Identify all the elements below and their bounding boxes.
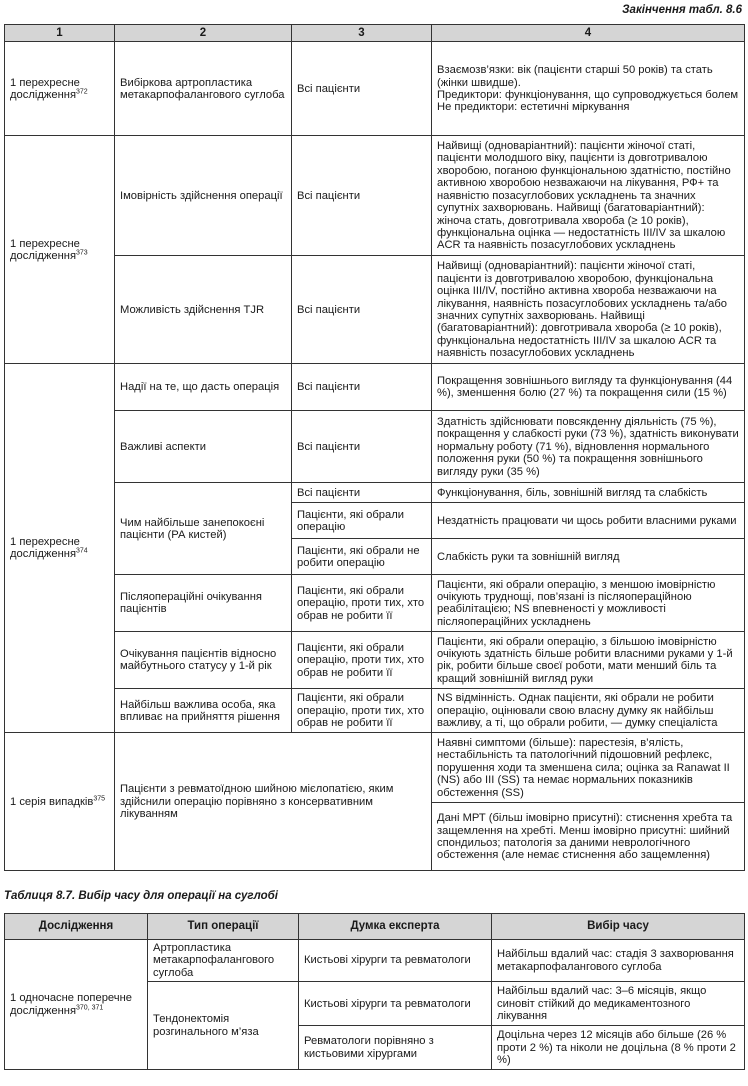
- aspect-cell: Можливість здійснення TJR: [115, 256, 292, 364]
- table-row: [5, 256, 745, 364]
- aspect-cell: Імовірність здійснення операції: [115, 136, 292, 256]
- operation-type-cell: Артропластика метакарпофалангового суглоба: [148, 940, 299, 982]
- aspect-cell: Чим найбільше занепокоєні пацієнти (РА кистей): [115, 483, 292, 575]
- result-cell: Наявні симптоми (більше): парестезія, в’ялість, нестабільність та патологічний підошовний рефлекс, порушення ходи та зменшена сила; оцінка за Ranawat II (NS) або III (SS) та немає нормальних показників обстеження (SS): [432, 733, 745, 803]
- table-caption: Таблиця 8.7. Вибір часу для операції на суглобі: [4, 890, 278, 902]
- study-cell: 1 перехресне дослідження$^{372}$: [5, 42, 115, 136]
- result-cell: Функціонування, біль, зовнішній вигляд та слабкість: [432, 483, 745, 503]
- aspect-cell: Важливі аспекти: [115, 411, 292, 483]
- table-8-6: [4, 24, 745, 871]
- table-8-7: [4, 913, 745, 1070]
- patients-cell: Пацієнти, які обрали операцію: [292, 503, 432, 539]
- result-cell: Нездатність працювати чи щось робити власними руками: [432, 503, 745, 539]
- timing-cell: Найбільш вдалий час: стадія 3 захворювання метакарпофалангового суглоба: [492, 940, 745, 982]
- column-header: 3: [292, 25, 432, 42]
- table-row: [5, 42, 745, 136]
- table-row: [5, 364, 745, 411]
- expert-cell: Кистьові хірурги та ревматологи: [299, 940, 492, 982]
- result-cell: Пацієнти, які обрали операцію, з більшою імовірністю очікують здатність більше робити власними руками у 1-й рік, робити більше своєї роботи, мати менший біль та кращий зовнішній вигляд руки: [432, 632, 745, 689]
- study-cell: 1 серія випадків$^{375}$: [5, 733, 115, 871]
- column-header: Думка експерта: [299, 914, 492, 940]
- patients-cell: Пацієнти, які обрали операцію, проти тих, хто обрав не робити її: [292, 689, 432, 733]
- column-header: Вибір часу: [492, 914, 745, 940]
- result-cell: Найвищі (одноваріантний): пацієнти жіночої статі, пацієнти молодшого віку, пацієнти із довготривалою хворобою, поганою функціональною здатністю, постійно активною хворобою незважаючи на лікування, РФ+ та наявністю позасуглобових ускладнень та значних супутніх захворювань. Найвищі (багатоваріантний): жіноча стать, довготривала хвороба (≥ 10 років), функціональна оцінка — недостатність III/IV за шкалою ACR та наявність позасуглобових ускладнень: [432, 136, 745, 256]
- table-row: [5, 632, 745, 689]
- table-row: [5, 411, 745, 483]
- study-cell: 1 перехресне дослідження$^{373}$: [5, 136, 115, 364]
- aspect-cell: Пацієнти з ревматоїдною шийною мієлопатією, яким здійснили операцію порівняно з консервативним лікуванням: [115, 733, 432, 871]
- study-cell: 1 одночасне поперечне дослідження$^{370, 371}$: [5, 940, 148, 1070]
- table-row: [5, 940, 745, 982]
- operation-type-cell: Тендонектомія розгинального м’яза: [148, 982, 299, 1070]
- patients-cell: Пацієнти, які обрали операцію, проти тих, хто обрав не робити її: [292, 575, 432, 632]
- result-cell: Найвищі (одноваріантний): пацієнти жіночої статі, пацієнти із довготривалою хворобою, функціональна оцінка III/IV, постійно активна хвороба незважаючи на лікування, наявність позасуглобових ускладнень та/або значних супутніх захворювань. Найвищі (багатоваріантний): довготривала хвороба (≥ 10 років), функціональна недостатність III/IV за шкалою ACR та наявність позасуглобових ускладнень: [432, 256, 745, 364]
- patients-cell: Пацієнти, які обрали операцію, проти тих, хто обрав не робити її: [292, 632, 432, 689]
- result-cell: Здатність здійснювати повсякденну діяльність (75 %), покращення у слабкості руки (73 %), здатність виконувати нормальну роботу (71 %), відновлення нормального положення руки (50 %) та покращення зовнішнього вигляду руки (35 %): [432, 411, 745, 483]
- table-header-row: [5, 914, 745, 940]
- patients-cell: Всі пацієнти: [292, 136, 432, 256]
- patients-cell: Всі пацієнти: [292, 364, 432, 411]
- timing-cell: Найбільш вдалий час: 3–6 місяців, якщо синовіт стійкий до медикаментозного лікування: [492, 982, 745, 1026]
- study-cell: 1 перехресне дослідження$^{374}$: [5, 364, 115, 733]
- patients-cell: Всі пацієнти: [292, 42, 432, 136]
- aspect-cell: Очікування пацієнтів відносно майбутнього статусу у 1-й рік: [115, 632, 292, 689]
- column-header: 2: [115, 25, 292, 42]
- column-header: 4: [432, 25, 745, 42]
- table-row: [5, 483, 745, 503]
- table-row: [5, 689, 745, 733]
- patients-cell: Всі пацієнти: [292, 411, 432, 483]
- result-cell: NS відмінність. Однак пацієнти, які обрали не робити операцію, оцінювали свою власну думку як найбільш важливу, а ті, що обрали робити, — думку спеціаліста: [432, 689, 745, 733]
- aspect-cell: Найбільш важлива особа, яка впливає на прийняття рішення: [115, 689, 292, 733]
- table-row: [5, 733, 745, 803]
- column-header: Тип операції: [148, 914, 299, 940]
- timing-cell: Доцільна через 12 місяців або більше (26 % проти 2 %) та ніколи не доцільна (8 % проти 2 %): [492, 1026, 745, 1070]
- expert-cell: Ревматологи порівняно з кистьовими хірургами: [299, 1026, 492, 1070]
- result-cell: Пацієнти, які обрали операцію, з меншою імовірністю очікують труднощі, пов’язані із післяопераційною реабілітацією; NS впевненості у можливості післяопераційних ускладнень: [432, 575, 745, 632]
- result-cell: Дані МРТ (більш імовірно присутні): стиснення хребта та защемлення на хребті. Менш імовірно присутні: шийний спондильоз; патологія за даними неврологічного обстеження (але немає стиснення або защемлення): [432, 803, 745, 871]
- patients-cell: Пацієнти, які обрали не робити операцію: [292, 539, 432, 575]
- patients-cell: Всі пацієнти: [292, 256, 432, 364]
- column-header: 1: [5, 25, 115, 42]
- patients-cell: Всі пацієнти: [292, 483, 432, 503]
- aspect-cell: Вибіркова артропластика метакарпофалангового суглоба: [115, 42, 292, 136]
- table-header-row: [5, 25, 745, 42]
- result-cell: Покращення зовнішнього вигляду та функціонування (44 %), зменшення болю (27 %) та покращення сили (15 %): [432, 364, 745, 411]
- column-header: Дослідження: [5, 914, 148, 940]
- aspect-cell: Надії на те, що дасть операція: [115, 364, 292, 411]
- aspect-cell: Післяопераційні очікування пацієнтів: [115, 575, 292, 632]
- table-row: [5, 575, 745, 632]
- result-cell: Взаємозв’язки: вік (пацієнти старші 50 років) та стать (жінки швидше). Предиктори: функціонування, що супроводжується болем Не предиктори: естетичні міркування: [432, 42, 745, 136]
- continuation-label: Закінчення табл. 8.6: [622, 4, 742, 16]
- result-cell: Слабкість руки та зовнішній вигляд: [432, 539, 745, 575]
- table-row: [5, 136, 745, 256]
- expert-cell: Кистьові хірурги та ревматологи: [299, 982, 492, 1026]
